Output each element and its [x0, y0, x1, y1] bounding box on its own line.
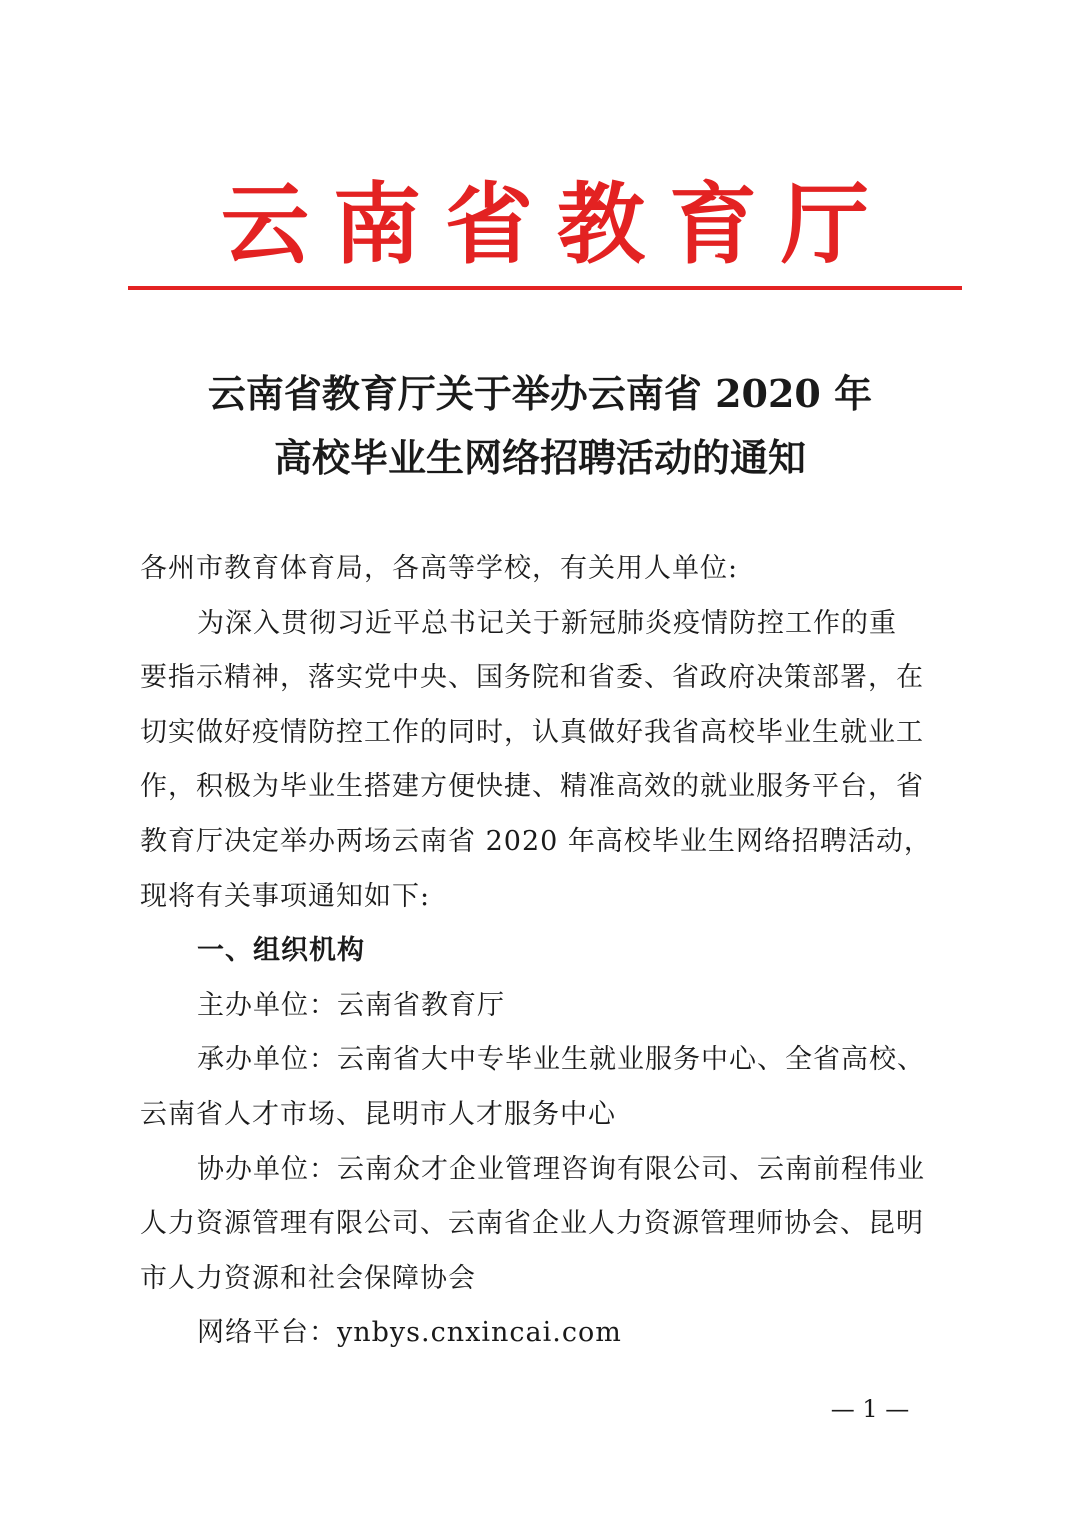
document-body: [140, 542, 940, 1361]
organizer-line-1: 承办单位：云南省大中专毕业生就业服务中心、全省高校、: [197, 1044, 925, 1076]
intro-line-2: 要指示精神，落实党中央、国务院和省委、省政府决策部署，在: [140, 662, 924, 694]
intro-line-5: 教育厅决定举办两场云南省 2020 年高校毕业生网络招聘活动，: [140, 825, 932, 857]
salutation: 各州市教育体育局，各高等学校，有关用人单位:: [140, 553, 739, 584]
masthead: [128, 170, 962, 280]
co-organizer-line-1: 协办单位：云南众才企业管理咨询有限公司、云南前程伟业: [197, 1153, 925, 1185]
document-title-line-2: 高校毕业生网络招聘活动的通知: [273, 435, 806, 480]
document-title: [140, 362, 940, 490]
intro-line-3: 切实做好疫情防控工作的同时，认真做好我省高校毕业生就业工: [140, 716, 924, 748]
intro-line-1: 为深入贯彻习近平总书记关于新冠肺炎疫情防控工作的重: [197, 607, 897, 639]
organizer-line-2: 云南省人才市场、昆明市人才服务中心: [140, 1098, 616, 1130]
intro-line-4: 作，积极为毕业生搭建方便快捷、精准高效的就业服务平台，省: [140, 771, 924, 803]
section-heading-organization: 一、组织机构: [197, 935, 365, 967]
document-title-line-1: 云南省教育厅关于举办云南省 2020 年: [207, 371, 873, 416]
co-organizer-line-2: 人力资源管理有限公司、云南省企业人力资源管理师协会、昆明: [140, 1208, 924, 1240]
page-number: — 1 —: [830, 1395, 910, 1423]
co-organizer-line-3: 市人力资源和社会保障协会: [140, 1262, 476, 1294]
red-divider-line: [128, 286, 962, 290]
masthead-title: 云南省教育厅: [220, 173, 893, 276]
intro-line-6: 现将有关事项通知如下:: [140, 880, 431, 912]
platform-line: 网络平台：ynbys.cnxincai.com: [197, 1317, 622, 1349]
host-line: 主办单位：云南省教育厅: [197, 989, 505, 1021]
